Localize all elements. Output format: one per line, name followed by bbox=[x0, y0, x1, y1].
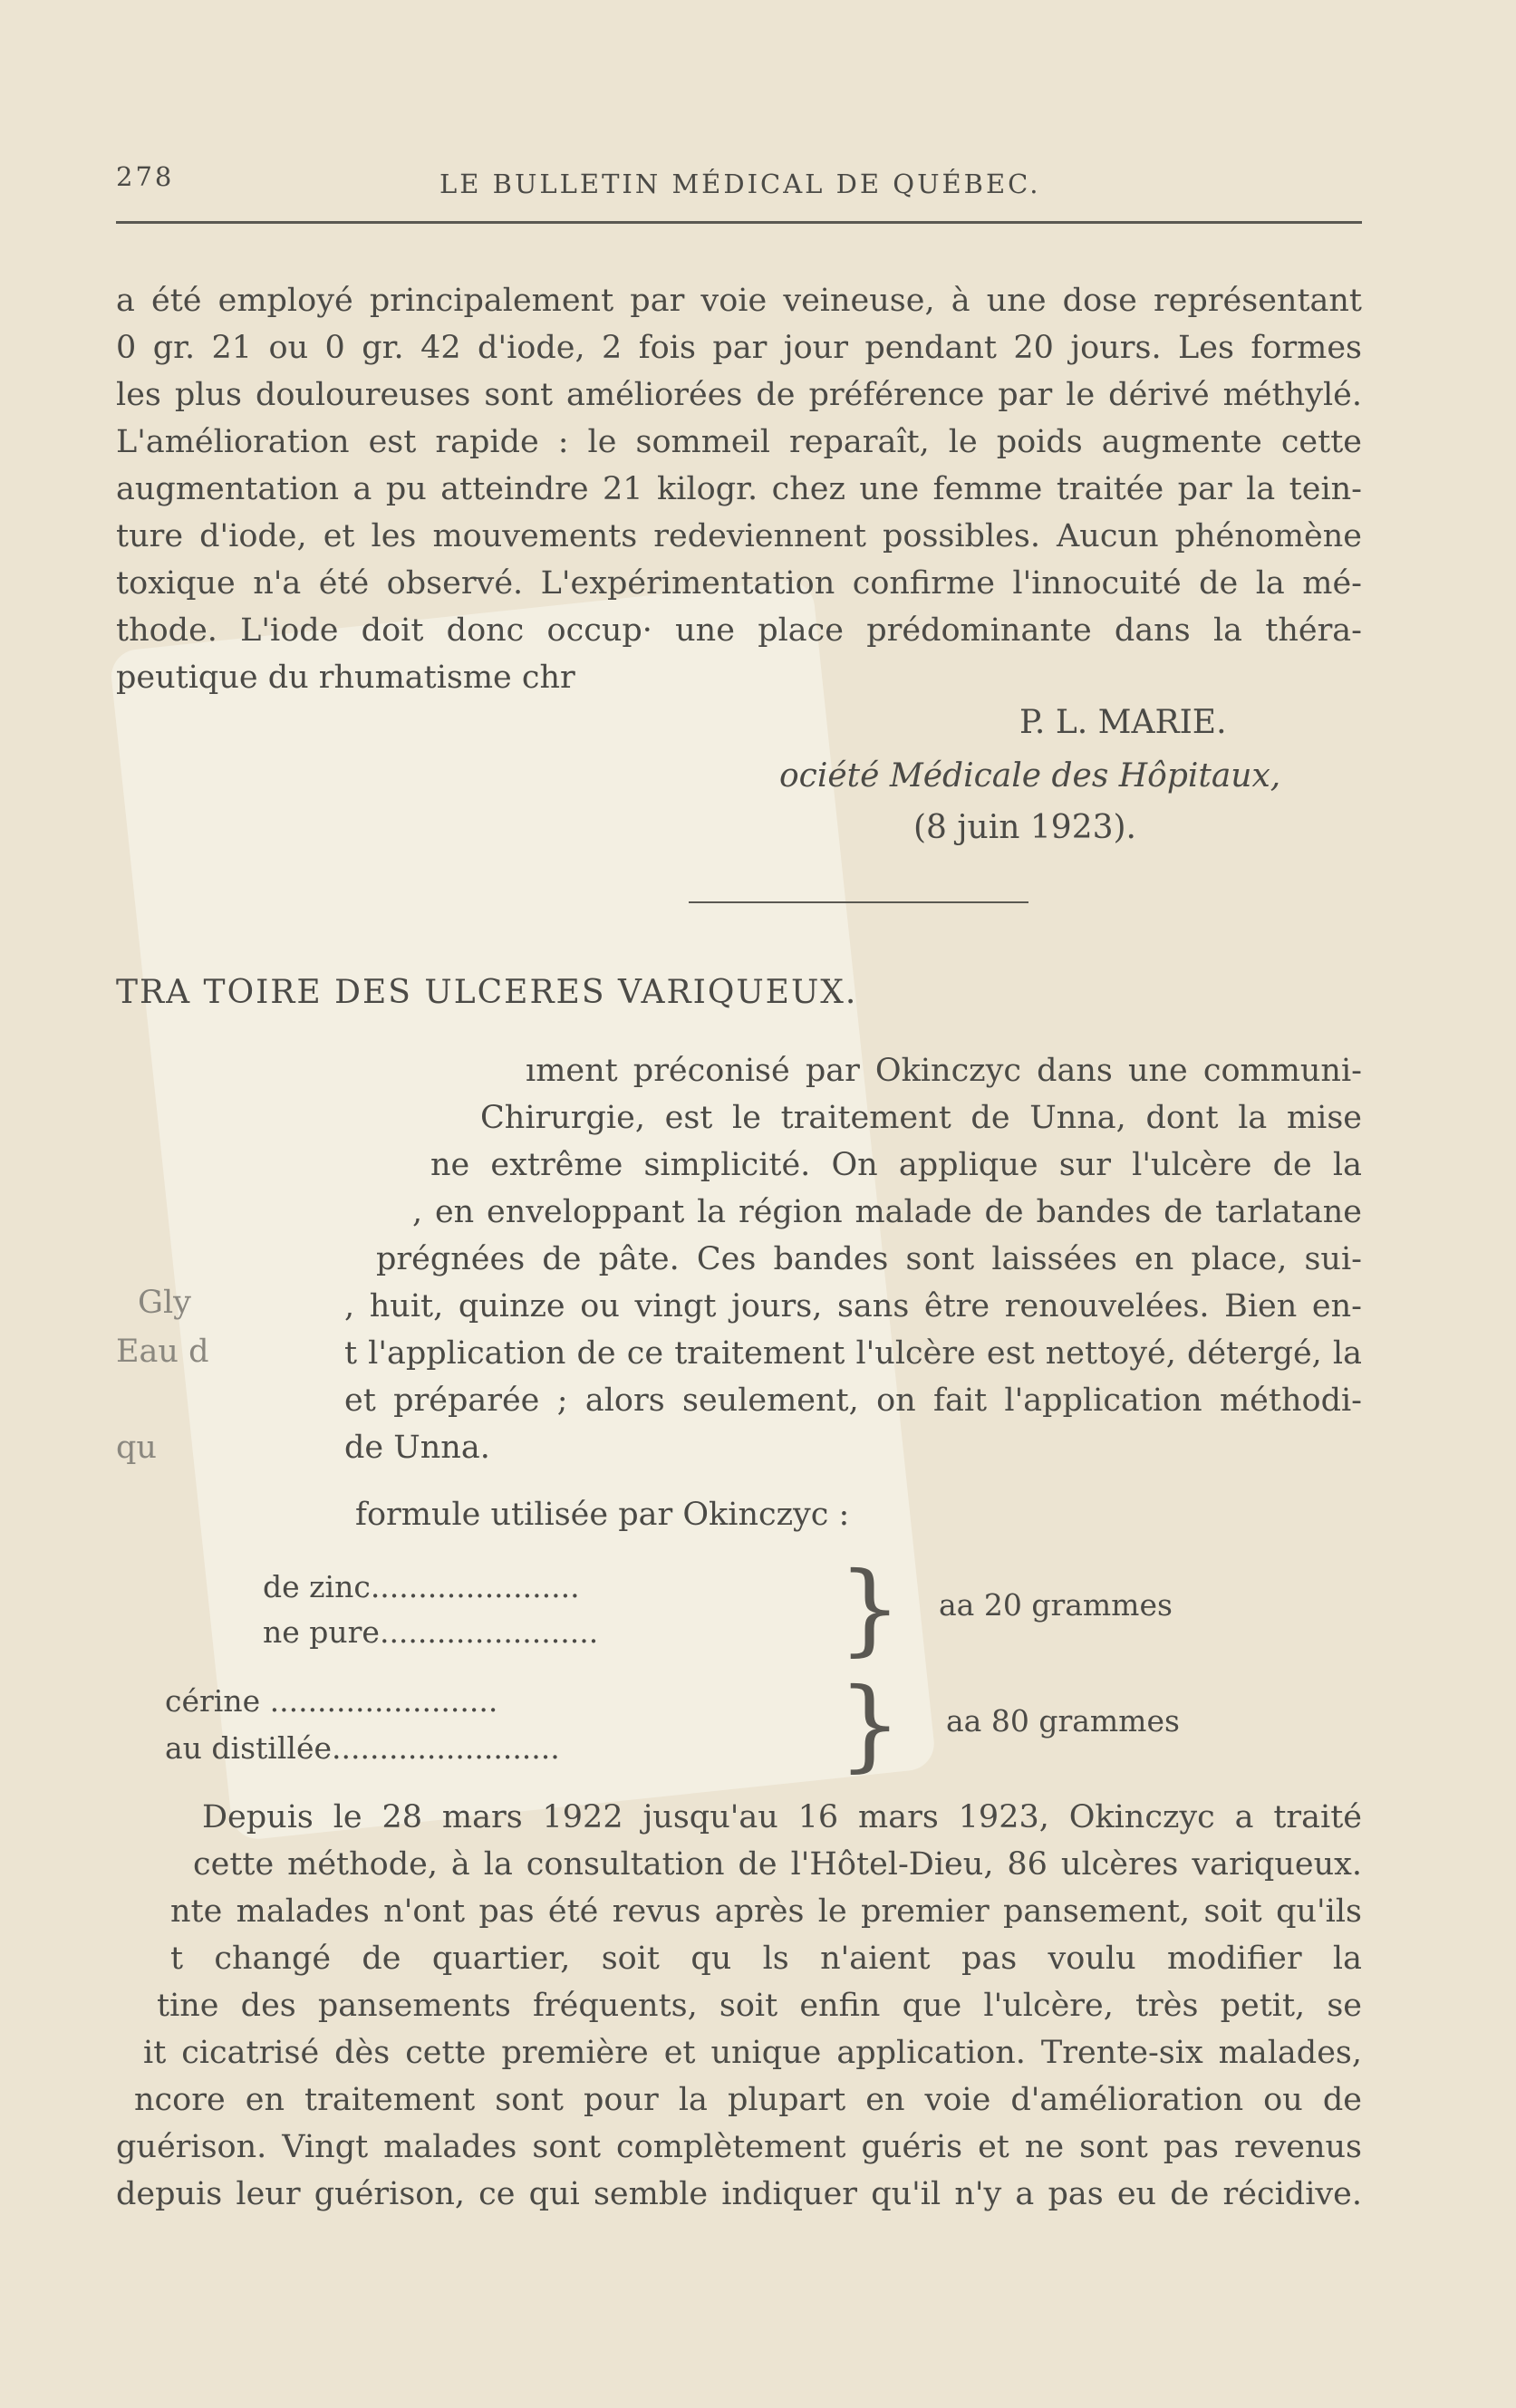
text-line: Depuis le 28 mars 1922 jusqu'au 16 mars 1923, Okinczyc a traité bbox=[202, 1799, 1362, 1835]
section-divider bbox=[689, 901, 1028, 903]
text-line: guérison. Vingt malades sont complètement guéris et ne sont pas revenus bbox=[116, 2129, 1362, 2165]
formula-amount: aa 20 grammes bbox=[939, 1587, 1173, 1623]
text-line: peutique du rhumatisme chr bbox=[116, 660, 575, 696]
text-line: tine des pansements fréquents, soit enfin que l'ulcère, très petit, se bbox=[157, 1988, 1362, 2024]
page-header bbox=[116, 161, 1366, 207]
text-line: les plus douloureuses sont améliorées de préférence par le dérivé méthylé. bbox=[116, 377, 1362, 413]
formula-intro: formule utilisée par Okinczyc : bbox=[355, 1497, 850, 1533]
formula-amount: aa 80 grammes bbox=[946, 1703, 1180, 1739]
text-line: ncore en traitement sont pour la plupart en voie d'amélioration ou de bbox=[134, 2082, 1362, 2118]
formula-item: cérine ........................ bbox=[165, 1683, 498, 1719]
formula-item: ne pure....................... bbox=[263, 1614, 599, 1650]
running-title: LE BULLETIN MÉDICAL DE QUÉBEC. bbox=[439, 169, 1041, 199]
text-line: thode. L'iode doit donc occup· une place prédominante dans la théra- bbox=[116, 612, 1362, 649]
text-line: , huit, quinze ou vingt jours, sans être renouvelées. Bien en- bbox=[344, 1288, 1362, 1324]
formula-item: au distillée........................ bbox=[165, 1730, 560, 1766]
brace-icon: } bbox=[838, 1666, 902, 1782]
paragraph-1 bbox=[116, 277, 1362, 701]
margin-fragment: Gly bbox=[138, 1285, 191, 1321]
paragraph-2 bbox=[344, 1047, 1362, 1471]
text-line: Chirurgie, est le traitement de Unna, dont la mise bbox=[480, 1100, 1362, 1136]
text-line: cette méthode, à la consultation de l'Hôtel-Dieu, 86 ulcères variqueux. bbox=[193, 1846, 1362, 1883]
text-line: , en enveloppant la région malade de bandes de tarlatane bbox=[412, 1194, 1362, 1230]
text-line: de Unna. bbox=[344, 1430, 490, 1466]
section-title: TRA TOIRE DES ULCERES VARIQUEUX. bbox=[116, 974, 858, 1011]
text-line: depuis leur guérison, ce qui semble indiquer qu'il n'y a pas eu de récidive. bbox=[116, 2176, 1362, 2212]
text-line: ne extrême simplicité. On applique sur l'ulcère de la bbox=[430, 1147, 1362, 1183]
text-line: a été employé principalement par voie veineuse, à une dose représentant bbox=[116, 283, 1362, 319]
margin-fragment: Eau d bbox=[116, 1334, 209, 1370]
margin-fragment: qu bbox=[116, 1430, 157, 1466]
text-line: prégnées de pâte. Ces bandes sont laissées en place, sui- bbox=[376, 1241, 1362, 1277]
text-line: t changé de quartier, soit qu ls n'aient pas voulu modifier la bbox=[170, 1941, 1362, 1977]
text-line: t l'application de ce traitement l'ulcère est nettoyé, détergé, la bbox=[344, 1335, 1362, 1372]
text-line: it cicatrisé dès cette première et unique application. Trente-six malades, bbox=[143, 2035, 1362, 2071]
text-line: L'amélioration est rapide : le sommeil reparaît, le poids augmente cette bbox=[116, 424, 1362, 460]
text-line: ture d'iode, et les mouvements redeviennent possibles. Aucun phénomène bbox=[116, 518, 1362, 554]
text-line: ıment préconisé par Okinczyc dans une communi- bbox=[526, 1053, 1362, 1089]
page-number: 278 bbox=[116, 161, 175, 192]
text-line: nte malades n'ont pas été revus après le premier pansement, soit qu'ils bbox=[170, 1893, 1362, 1930]
text-line: augmentation a pu atteindre 21 kilogr. chez une femme traitée par la tein- bbox=[116, 471, 1362, 507]
signature-author: P. L. MARIE. bbox=[1019, 704, 1227, 741]
formula-item: de zinc...................... bbox=[263, 1569, 580, 1604]
paragraph-3 bbox=[116, 1794, 1362, 2218]
signature-date: (8 juin 1923). bbox=[913, 809, 1136, 846]
text-line: toxique n'a été observé. L'expérimentation confirme l'innocuité de la mé- bbox=[116, 565, 1362, 602]
brace-icon: } bbox=[838, 1550, 902, 1666]
text-line: et préparée ; alors seulement, on fait l'application méthodi- bbox=[344, 1382, 1362, 1419]
text-line: 0 gr. 21 ou 0 gr. 42 d'iode, 2 fois par jour pendant 20 jours. Les formes bbox=[116, 330, 1362, 366]
signature-society: ociété Médicale des Hôpitaux, bbox=[779, 757, 1281, 795]
header-rule bbox=[116, 221, 1362, 224]
